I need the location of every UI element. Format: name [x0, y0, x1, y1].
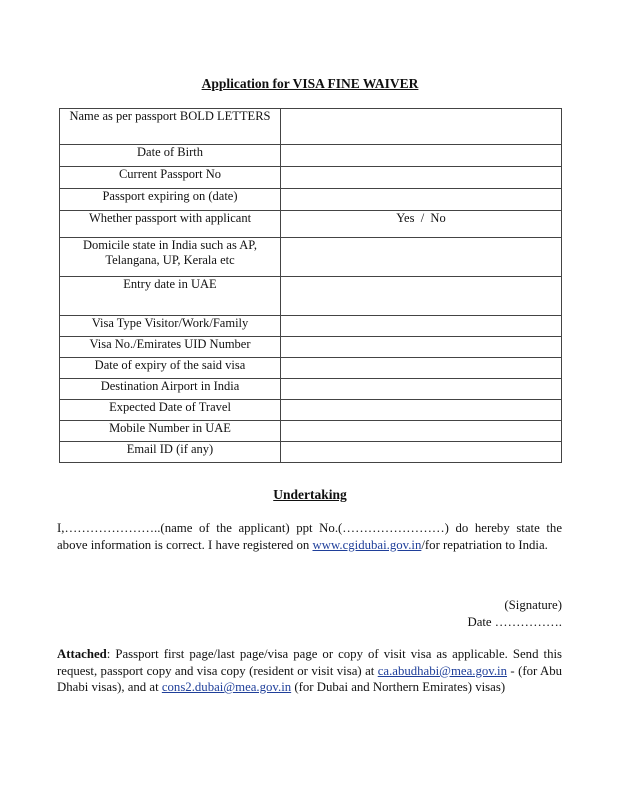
table-row — [60, 189, 562, 211]
attached-text-3: (for Dubai and Northern Emirates) visas) — [291, 680, 506, 694]
field-label: Email ID (if any) — [60, 442, 281, 463]
undertaking-heading: Undertaking — [273, 487, 347, 502]
registration-link[interactable]: www.cgidubai.gov.in — [312, 537, 422, 552]
field-value[interactable] — [281, 337, 562, 358]
field-value[interactable] — [281, 379, 562, 400]
signature-label: (Signature) — [504, 598, 562, 612]
table-row — [60, 316, 562, 337]
table-row — [60, 109, 562, 145]
attached-text: : Passport first page/last page/visa page or copy of visit visa as applicable. Send this request, passport copy and visa copy (resident or visit visa) at — [57, 647, 562, 678]
signature-date: Date ……………. — [467, 615, 562, 629]
table-row — [60, 421, 562, 442]
field-value[interactable] — [281, 400, 562, 421]
application-form-table — [59, 108, 562, 463]
document-title: Application for VISA FINE WAIVER — [201, 76, 419, 91]
field-value[interactable] — [281, 358, 562, 379]
field-value[interactable] — [281, 189, 562, 211]
dubai-email-link[interactable]: cons2.dubai@mea.gov.in — [161, 680, 292, 694]
table-row — [60, 145, 562, 167]
field-label: Date of expiry of the said visa — [60, 358, 281, 379]
table-row — [60, 442, 562, 463]
table-row — [60, 167, 562, 189]
field-label: Domicile state in India such as AP, Telangana, UP, Kerala etc — [60, 238, 281, 277]
field-label: Whether passport with applicant — [60, 211, 281, 238]
field-label: Entry date in UAE — [60, 277, 281, 316]
field-label: Passport expiring on (date) — [60, 189, 281, 211]
attached-text-2: - (for Abu Dhabi visas), and at — [57, 663, 562, 694]
field-label: Mobile Number in UAE — [60, 421, 281, 442]
field-label: Name as per passport BOLD LETTERS — [60, 109, 281, 145]
field-label: Visa Type Visitor/Work/Family — [60, 316, 281, 337]
abu-dhabi-email-link[interactable]: ca.abudhabi@mea.gov.in — [377, 663, 507, 678]
field-label: Expected Date of Travel — [60, 400, 281, 421]
table-row — [60, 277, 562, 316]
field-value[interactable] — [281, 145, 562, 167]
attached-paragraph — [57, 646, 562, 696]
field-value[interactable] — [281, 316, 562, 337]
field-label: Date of Birth — [60, 145, 281, 167]
field-value[interactable] — [281, 109, 562, 145]
field-value[interactable] — [281, 421, 562, 442]
table-row — [60, 211, 562, 238]
undertaking-text: I,…………………..(name of the applicant) ppt No.(……………………) do hereby state the above information is correct. I have registered on — [57, 521, 562, 552]
undertaking-text-end: /for repatriation to India. — [421, 537, 548, 552]
table-row — [60, 337, 562, 358]
table-row — [60, 400, 562, 421]
undertaking-paragraph — [57, 520, 562, 553]
field-value[interactable] — [281, 167, 562, 189]
table-row — [60, 379, 562, 400]
field-value[interactable] — [281, 442, 562, 463]
field-label: Destination Airport in India — [60, 379, 281, 400]
table-row — [60, 358, 562, 379]
field-value[interactable] — [281, 238, 562, 277]
field-label: Current Passport No — [60, 167, 281, 189]
field-label: Visa No./Emirates UID Number — [60, 337, 281, 358]
field-value[interactable] — [281, 277, 562, 316]
yes-no-choice[interactable]: Yes / No — [281, 211, 562, 238]
table-row — [60, 238, 562, 277]
attached-label: Attached — [57, 647, 107, 661]
